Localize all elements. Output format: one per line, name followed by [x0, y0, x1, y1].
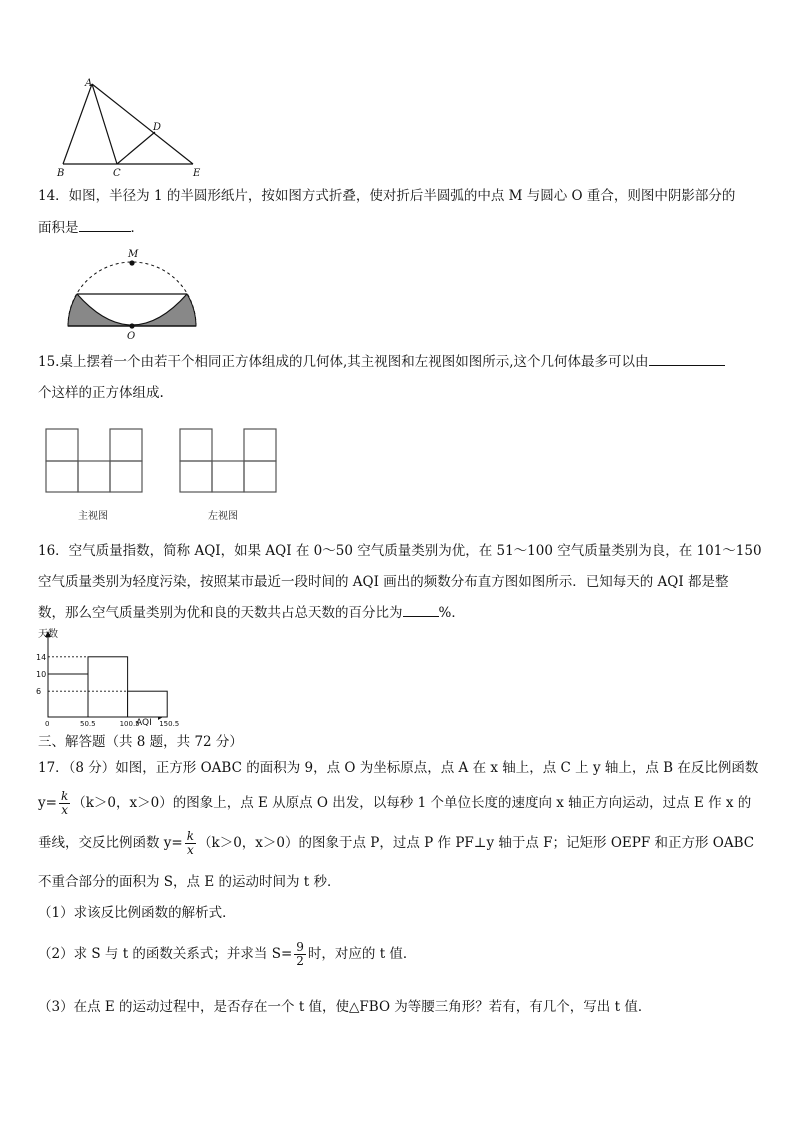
x-tick-label-1: 50.5 [80, 720, 96, 728]
histogram-bar-3 [128, 691, 168, 717]
q17-sub1: （1）求该反比例函数的解析式． [38, 905, 236, 921]
label-E: E [193, 168, 201, 179]
aqi-histogram [30, 625, 180, 728]
q14-text-line2 [38, 219, 144, 237]
x-tick-label-2: 100.5 [119, 720, 140, 728]
label-A: A [85, 78, 93, 89]
fraction-denominator-x: x [61, 803, 68, 817]
q17-sub2-prefix: （2）求 S 与 t 的函数关系式；并求当 S= [38, 946, 293, 962]
q16-answer-blank [403, 604, 439, 617]
semicircle-fold-figure [60, 246, 205, 342]
q17-text-line2 [38, 788, 751, 818]
q17-sub2 [38, 937, 416, 971]
q16-question-end: 数，那么空气质量类别为优和良的天数共占总天数的百分比为 [38, 605, 403, 621]
q14-end: ． [130, 220, 144, 236]
q17-line3-text: （k＞0，x＞0）的图象于点 P，过点 P 作 PF⊥y 轴于点 F；记矩形 OEPF 和正方形 OABC [198, 835, 755, 851]
front-view-figure [45, 426, 145, 494]
q17-line3-prefix: 垂线，交反比例函数 y= [38, 835, 183, 851]
q17-text-line1: 17．（8 分）如图，正方形 OABC 的面积为 9，点 O 为坐标原点，点 A 在 x 轴上，点 C 上 y 轴上，点 B 在反比例函数 [38, 760, 759, 776]
triangle-figure [55, 76, 215, 178]
histogram-bar-2 [88, 657, 128, 717]
q16-text-line3 [38, 604, 465, 622]
q14-answer-blank [79, 219, 131, 232]
q16-percent: %． [438, 605, 465, 621]
x-axis-label: AQI [136, 718, 152, 728]
label-O: O [127, 331, 136, 342]
histogram-bar-1 [48, 674, 88, 717]
y-tick-label-6: 6 [36, 687, 42, 697]
fraction-denominator-x-2: x [186, 843, 194, 857]
q16-text-line2: 空气质量类别为轻度污染，按照某市最近一段时间的 AQI 画出的频数分布直方图如图所示．已知每天的 AQI 都是整 [38, 574, 729, 590]
q17-sub3: （3）在点 E 的运动过程中，是否存在一个 t 值，使△FBO 为等腰三角形？若有，有几个，写出 t 值． [38, 999, 652, 1015]
section-3-heading: 三、解答题（共 8 题，共 72 分） [38, 734, 243, 750]
y-axis-label: 天数 [38, 629, 58, 640]
front-view-caption: 主视图 [78, 511, 108, 522]
left-view-caption: 左视图 [208, 511, 238, 522]
label-M: M [128, 249, 139, 260]
label-C: C [113, 168, 121, 179]
q17-sub2-suffix: 时，对应的 t 值． [307, 946, 417, 962]
q14-text-line1: 14．如图，半径为 1 的半圆形纸片，按如图方式折叠，使对折后半圆弧的中点 M 与圆心 O 重合，则图中阴影部分的 [38, 188, 736, 204]
y-tick-label-14: 14 [36, 652, 47, 662]
q14-area-label: 面积是 [38, 220, 79, 236]
y-tick-label-10: 10 [36, 670, 47, 679]
q15-question: 15.桌上摆着一个由若干个相同正方体组成的几何体,其主视图和左视图如图所示,这个几何体最多可以由 [38, 354, 649, 370]
q15-text-line2: 个这样的正方体组成. [38, 385, 164, 401]
x-tick-label-0: 0 [45, 720, 50, 728]
q17-text-line3 [38, 828, 754, 858]
fraction-denominator-2: 2 [296, 954, 304, 968]
left-view-figure [179, 426, 279, 494]
k-over-x-fraction [59, 790, 70, 817]
q16-text-line1: 16．空气质量指数，简称 AQI，如果 AQI 在 0～50 空气质量类别为优，在 51～100 空气质量类别为良，在 101～150 [38, 543, 762, 559]
fraction-numerator-k-2: k [186, 829, 195, 843]
q17-text-line4: 不重合部分的面积为 S，点 E 的运动时间为 t 秒． [38, 874, 341, 890]
x-tick-label-3: 150.5 [159, 720, 180, 728]
label-D: D [153, 122, 162, 133]
nine-halves-fraction [294, 941, 306, 968]
fraction-numerator-k: k [60, 789, 69, 803]
q15-answer-blank [649, 353, 725, 366]
k-over-x-fraction-2 [185, 830, 196, 857]
q15-text-line1 [38, 353, 725, 371]
fraction-numerator-9: 9 [296, 940, 304, 954]
q17-line2-text: （k＞0，x＞0）的图象上，点 E 从原点 O 出发，以每秒 1 个单位长度的速度向 x 轴正方向运动，过点 E 作 x 的 [72, 795, 752, 811]
q17-func-prefix: y= [38, 795, 57, 811]
label-B: B [57, 168, 65, 179]
